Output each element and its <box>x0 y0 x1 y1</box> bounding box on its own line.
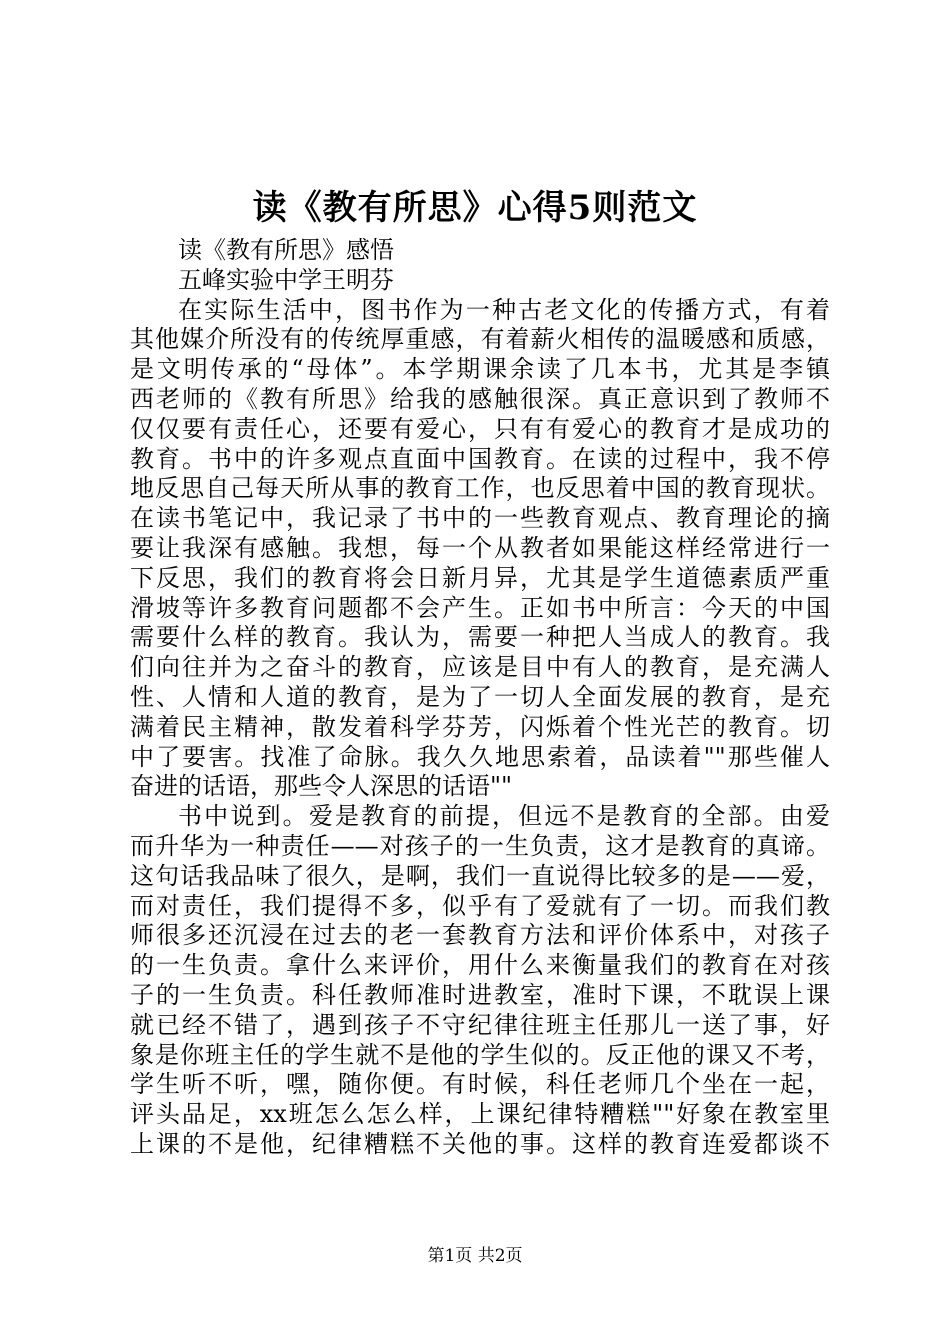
paragraph-line: 奋进的话语，那些令人深思的话语"" <box>130 772 513 801</box>
paragraph-2 <box>130 802 830 1160</box>
paragraph-line: 在实际生活中，图书作为一种古老文化的传播方式，有着 <box>178 295 830 324</box>
subtitle-line: 读《教有所思》感悟 <box>178 236 394 264</box>
paragraph-line: 评头品足，xx班怎么怎么样，上课纪律特糟糕""好象在教室里 <box>130 1100 830 1129</box>
paragraph-line: 就已经不错了，遇到孩子不守纪律往班主任那儿一送了事，好 <box>130 1010 830 1039</box>
paragraph-line: 的一生负责。拿什么来评价，用什么来衡量我们的教育在对孩 <box>130 951 830 980</box>
paragraph-line: 满着民主精神，散发着科学芬芳，闪烁着个性光芒的教育。切 <box>130 712 830 741</box>
paragraph-line: 学生听不听，嘿，随你便。有时候，科任老师几个坐在一起， <box>130 1070 830 1099</box>
document-title: 读《教有所思》心得5则范文 <box>252 188 698 228</box>
paragraph-line: 而对责任，我们提得不多，似乎有了爱就有了一切。而我们教 <box>130 891 830 920</box>
paragraph-line: 书中说到。爱是教育的前提，但远不是教育的全部。由爱 <box>178 802 830 831</box>
paragraph-line: 而升华为一种责任——对孩子的一生负责，这才是教育的真谛。 <box>130 831 830 860</box>
paragraph-line: 要让我深有感触。我想，每一个从教者如果能这样经常进行一 <box>130 533 830 562</box>
paragraph-line: 象是你班主任的学生就不是他的学生似的。反正他的课又不考， <box>130 1040 830 1069</box>
paragraph-line: 子的一生负责。科任教师准时进教室，准时下课，不耽误上课 <box>130 980 830 1009</box>
document-body <box>130 236 830 1160</box>
paragraph-line: 这句话我品味了很久，是啊，我们一直说得比较多的是——爱， <box>130 861 830 890</box>
paragraph-line: 上课的不是他，纪律糟糕不关他的事。这样的教育连爱都谈不 <box>130 1129 830 1158</box>
paragraph-line: 是文明传承的“母体”。本学期课余读了几本书，尤其是李镇 <box>130 355 830 384</box>
paragraph-line: 其他媒介所没有的传统厚重感，有着薪火相传的温暖感和质感， <box>130 325 830 354</box>
page-footer: 第1页 共2页 <box>427 1246 523 1266</box>
paragraph-line: 需要什么样的教育。我认为，需要一种把人当成人的教育。我 <box>130 623 830 652</box>
paragraph-line: 下反思，我们的教育将会日新月异，尤其是学生道德素质严重 <box>130 563 830 592</box>
paragraph-line: 西老师的《教有所思》给我的感触很深。真正意识到了教师不 <box>130 384 830 413</box>
paragraph-line: 滑坡等许多教育问题都不会产生。正如书中所言：今天的中国 <box>130 593 830 622</box>
paragraph-line: 在读书笔记中，我记录了书中的一些教育观点、教育理论的摘 <box>130 504 830 533</box>
paragraph-line: 仅仅要有责任心，还要有爱心，只有有爱心的教育才是成功的 <box>130 414 830 443</box>
paragraph-line: 中了要害。找准了命脉。我久久地思索着，品读着""那些催人 <box>130 742 830 771</box>
paragraph-line: 性、人情和人道的教育，是为了一切人全面发展的教育，是充 <box>130 682 830 711</box>
paragraph-line: 地反思自己每天所从事的教育工作，也反思着中国的教育现状。 <box>130 474 830 503</box>
paragraph-line: 师很多还沉浸在过去的老一套教育方法和评价体系中，对孩子 <box>130 921 830 950</box>
author-line: 五峰实验中学王明芬 <box>178 265 394 294</box>
paragraph-1 <box>130 296 830 803</box>
paragraph-line: 教育。书中的许多观点直面中国教育。在读的过程中，我不停 <box>130 444 830 473</box>
paragraph-line: 们向往并为之奋斗的教育，应该是目中有人的教育，是充满人 <box>130 653 830 682</box>
